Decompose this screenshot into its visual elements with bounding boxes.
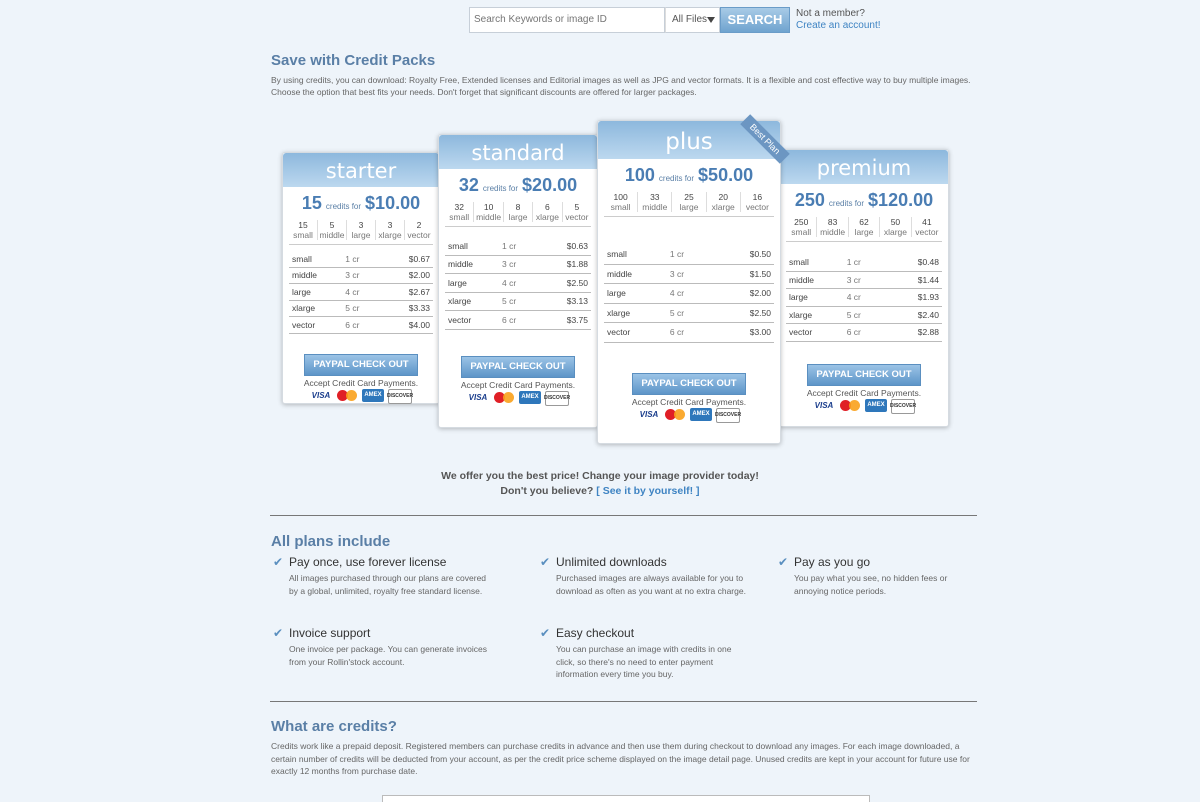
discover-icon: DISCOVER	[891, 399, 915, 414]
table-row: middle 3 cr $2.00	[289, 268, 433, 285]
mastercard-icon	[336, 389, 358, 402]
feature-item: ✔ Pay as you go You pay what you see, no hidden fees or annoying notice periods.	[778, 555, 948, 596]
accept-cards-text: Accept Credit Card Payments.	[303, 377, 419, 388]
size-summary: 250 small 83 middle 62 large 50 xlarge 41 vector	[786, 217, 942, 242]
price-table	[604, 245, 774, 343]
search-button[interactable]: SEARCH	[720, 7, 790, 33]
table-row: large 4 cr $2.50	[445, 274, 591, 293]
plan-name: plus	[598, 121, 780, 159]
plan-card-plus	[597, 120, 781, 444]
check-icon: ✔	[273, 626, 284, 640]
plan-card-standard	[438, 134, 598, 428]
plan-name: standard	[439, 135, 597, 169]
plan-price: 32 credits for $20.00	[458, 175, 578, 195]
table-row: large 4 cr $1.93	[786, 289, 942, 307]
see-it-link[interactable]: [ See it by yourself! ]	[596, 485, 700, 497]
accept-cards-text: Accept Credit Card Payments.	[631, 396, 747, 407]
member-prompt	[796, 8, 881, 32]
paypal-checkout-button[interactable]: PAYPAL CHECK OUT	[632, 373, 746, 395]
table-row: small 1 cr $0.50	[604, 245, 774, 265]
file-type-select[interactable]	[665, 7, 720, 33]
table-row: vector 6 cr $3.75	[445, 311, 591, 330]
intro-text: By using credits, you can download: Royalty Free, Extended licenses and Editorial images as well as JPG and vector formats. It is a flexible and cost effective way to buy multiple images. Choose the option that best fits your needs. Don't forget that significant discounts are offered for larger packages.	[271, 75, 971, 97]
table-row: middle 3 cr $1.44	[786, 272, 942, 290]
divider	[270, 701, 977, 702]
table-row: large 4 cr $2.67	[289, 284, 433, 301]
visa-icon: VISA	[814, 400, 834, 410]
accept-cards-text: Accept Credit Card Payments.	[806, 387, 922, 398]
check-icon: ✔	[778, 555, 789, 569]
mastercard-icon	[664, 408, 686, 421]
page-title: Save with Credit Packs	[271, 52, 436, 69]
offer-question: Don't you believe? [ See it by yourself! ]	[500, 485, 700, 497]
size-summary: 15 small 5 middle 3 large 3 xlarge 2 vector	[289, 220, 433, 245]
discover-icon: DISCOVER	[716, 408, 740, 423]
mastercard-icon	[493, 391, 515, 404]
table-row: xlarge 5 cr $2.50	[604, 304, 774, 324]
table-row: middle 3 cr $1.50	[604, 265, 774, 285]
price-table	[445, 237, 591, 330]
table-row: xlarge 5 cr $3.33	[289, 301, 433, 318]
chevron-down-icon	[707, 17, 715, 23]
accept-cards-text: Accept Credit Card Payments.	[460, 379, 576, 390]
paypal-checkout-button[interactable]: PAYPAL CHECK OUT	[807, 364, 921, 386]
visa-icon: VISA	[639, 409, 659, 419]
search-bar	[469, 6, 790, 33]
card-logos	[283, 389, 439, 404]
paypal-checkout-button[interactable]: PAYPAL CHECK OUT	[304, 354, 418, 376]
plan-price: 100 credits for $50.00	[624, 165, 754, 185]
search-input[interactable]	[469, 7, 665, 33]
discover-icon: DISCOVER	[388, 389, 412, 404]
card-logos	[598, 408, 780, 423]
feature-item: ✔ Unlimited downloads Purchased images are always available for you to download as often as you want at no extra charge.	[540, 555, 746, 596]
amex-icon: AMEX	[519, 391, 541, 404]
visa-icon: VISA	[311, 390, 331, 400]
plan-price: 15 credits for $10.00	[301, 193, 421, 213]
feature-item: ✔ Easy checkout You can purchase an image with credits in one click, so there's no need to enter payment information every time you buy.	[540, 626, 732, 679]
table-row: vector 6 cr $4.00	[289, 317, 433, 334]
visa-icon: VISA	[468, 392, 488, 402]
table-row: vector 6 cr $2.88	[786, 324, 942, 342]
table-row: small 1 cr $0.67	[289, 251, 433, 268]
check-icon: ✔	[273, 555, 284, 569]
size-summary: 100 small 33 middle 25 large 20 xlarge 16 vector	[604, 192, 774, 217]
best-plan-ribbon: Best Plan	[740, 114, 789, 163]
check-icon: ✔	[540, 555, 551, 569]
plan-price: 250 credits for $120.00	[794, 190, 934, 210]
mastercard-icon	[839, 399, 861, 412]
table-row: large 4 cr $2.00	[604, 284, 774, 304]
table-row: small 1 cr $0.48	[786, 254, 942, 272]
table-row: small 1 cr $0.63	[445, 237, 591, 256]
feature-item: ✔ Pay once, use forever license All images purchased through our plans are covered by a global, unlimited, royalty free standard license.	[273, 555, 487, 596]
amex-icon: AMEX	[865, 399, 887, 412]
card-logos	[439, 391, 597, 406]
card-logos	[780, 399, 948, 414]
create-account-link[interactable]: Create an account!	[796, 20, 881, 31]
discover-icon: DISCOVER	[545, 391, 569, 406]
table-row: xlarge 5 cr $3.13	[445, 293, 591, 312]
credits-text: Credits work like a prepaid deposit. Registered members can purchase credits in advance and then use them during checkout to download any images. For each image downloaded, a certain number of credits will be deducted from your account, as per the credit price scheme displayed on the image detail page. Unused credits are kept in your account for future use for exactly 12 months from purchase date.	[271, 741, 970, 776]
amex-icon: AMEX	[690, 408, 712, 421]
offer-text: We offer you the best price! Change your image provider today!	[441, 470, 759, 482]
not-member-text: Not a member?	[796, 8, 865, 19]
plan-name: premium	[780, 150, 948, 184]
table-row: xlarge 5 cr $2.40	[786, 307, 942, 325]
plan-card-starter	[282, 152, 440, 404]
feature-item: ✔ Invoice support One invoice per package. You can generate invoices from your Rollin'stock account.	[273, 626, 487, 667]
all-plans-title: All plans include	[271, 533, 391, 550]
credits-title: What are credits?	[271, 718, 397, 735]
amex-icon: AMEX	[362, 389, 384, 402]
divider	[270, 515, 977, 516]
size-summary: 32 small 10 middle 8 large 6 xlarge 5 vector	[445, 202, 591, 227]
plan-card-premium	[779, 149, 949, 427]
price-table	[289, 251, 433, 334]
table-row: vector 6 cr $3.00	[604, 323, 774, 343]
file-type-label: All Files	[672, 14, 708, 25]
bottom-panel	[382, 795, 870, 802]
table-row: middle 3 cr $1.88	[445, 256, 591, 275]
paypal-checkout-button[interactable]: PAYPAL CHECK OUT	[461, 356, 575, 378]
price-table	[786, 254, 942, 342]
check-icon: ✔	[540, 626, 551, 640]
plan-name: starter	[283, 153, 439, 187]
